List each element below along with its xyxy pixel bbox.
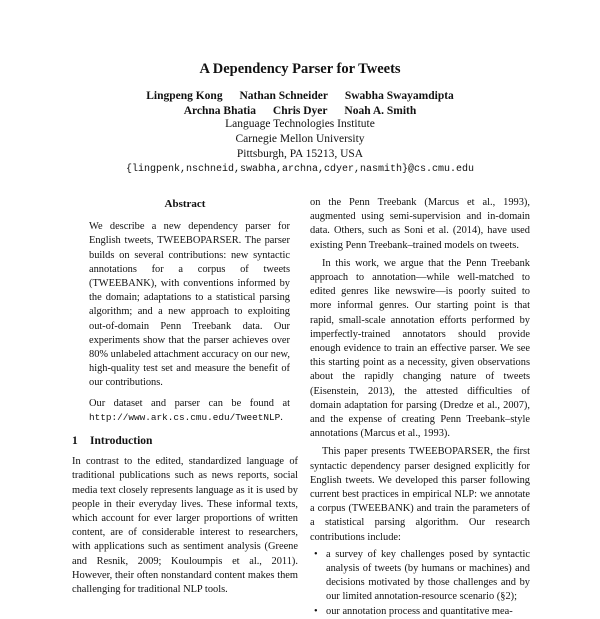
bullet-icon: • xyxy=(314,605,318,617)
paper-title: A Dependency Parser for Tweets xyxy=(199,61,401,77)
body-paragraph: This paper presents TWEEBOPARSER, the first syntactic dependency parser designed explicitly for English tweets. We developed this parser following current best practices in empirical NLP: we annotate a corpus (TWEEBANK) and train the parameters of a statistical parsing algorithm. Our research contributions include: xyxy=(310,446,530,543)
body-paragraph: In this work, we argue that the Penn Treebank approach to annotation—while well-matched to edited genres like newswire—is poorly suited to more informal genres. Our starting point is that rapid, small-scale annotation efforts performed by imperfectly-trained annotators should provide enough evidence to train an effective parser. We see this starting point as a necessity, given observations about the rapidly changing nature of tweets (Eisenstein, 2013), the attested difficulties of domain adaptation for parsing (Dredze et al., 2007), and the expense of creating Penn Treebank–style annotations (Marcus et al., 1993). xyxy=(310,257,530,440)
project-url-link[interactable]: http://www.ark.cs.cmu.edu/TweetNLP xyxy=(89,411,281,423)
affiliation-line: Carnegie Mellon University xyxy=(235,133,365,145)
abstract-body xyxy=(72,220,298,425)
author-name: Nathan Schneider xyxy=(239,90,328,102)
abstract-link-text: Our dataset and parser can be found at xyxy=(89,397,290,409)
list-item-text: our annotation process and quantitative mea- xyxy=(326,605,513,617)
bullet-icon: • xyxy=(314,548,318,560)
affiliation-line: Language Technologies Institute xyxy=(225,118,375,130)
affiliation-line: Pittsburgh, PA 15213, USA xyxy=(236,148,364,160)
affiliation-block xyxy=(0,117,600,177)
list-item-text: a survey of key challenges posed by syntactic analysis of tweets (by humans or machines) and decisions motivated by those challenges and by our limited annotation-resource scenario (§2); xyxy=(326,548,530,603)
author-name: Chris Dyer xyxy=(272,105,328,117)
author-name: Archna Bhatia xyxy=(183,105,257,117)
list-item xyxy=(310,548,530,605)
author-name: Noah A. Smith xyxy=(344,105,417,117)
author-name: Lingpeng Kong xyxy=(146,90,223,102)
body-paragraph: on the Penn Treebank (Marcus et al., 1993), augmented using semi-supervision and in-domain data. Others, such as Soni et al. (2014), have used existing Penn Treebank–trained models on tweets. xyxy=(310,197,530,251)
abstract-paragraph: We describe a new dependency parser for English tweets, TWEEBOPARSER. The parser builds on several contributions: new syntactic annotations for a corpus of tweets (TWEEBANK), with conventions informed by the domain; adaptations to a statistical parsing algorithm; and a new approach to exploiting out-of-domain Penn Treebank data. Our experiments show that the parser achieves over 80% unlabeled attachment accuracy on our new, high-quality test set and measure the benefit of our contributions. xyxy=(89,221,290,389)
intro-paragraph: In contrast to the edited, standardized language of traditional publications such as news reports, social media text closely represents language as it is used by people in their everyday lives. These informal texts, which account for ever larger proportions of written content, are of considerable interest to researchers, with applications such as sentiment analysis (Greene and Resnik, 2009; Kouloumpis et al., 2011). However, their often nonstandard content makes them challenging for traditional NLP tools. xyxy=(72,456,298,596)
author-row-1 xyxy=(0,89,600,104)
author-name: Swabha Swayamdipta xyxy=(344,90,454,102)
author-emails: {lingpenk,nschneid,swabha,archna,cdyer,nasmith}@cs.cmu.edu xyxy=(125,164,475,175)
section-title: Introduction xyxy=(90,435,153,448)
abstract-link-period: . xyxy=(280,411,283,423)
right-column xyxy=(310,196,530,619)
section-number: 1 xyxy=(72,435,78,448)
abstract-heading: Abstract xyxy=(164,198,206,210)
left-column xyxy=(72,196,298,597)
list-item xyxy=(310,605,530,619)
author-list xyxy=(0,89,600,119)
abstract-link-paragraph xyxy=(89,397,290,425)
section-heading-introduction xyxy=(72,434,298,448)
contributions-list xyxy=(310,548,530,619)
